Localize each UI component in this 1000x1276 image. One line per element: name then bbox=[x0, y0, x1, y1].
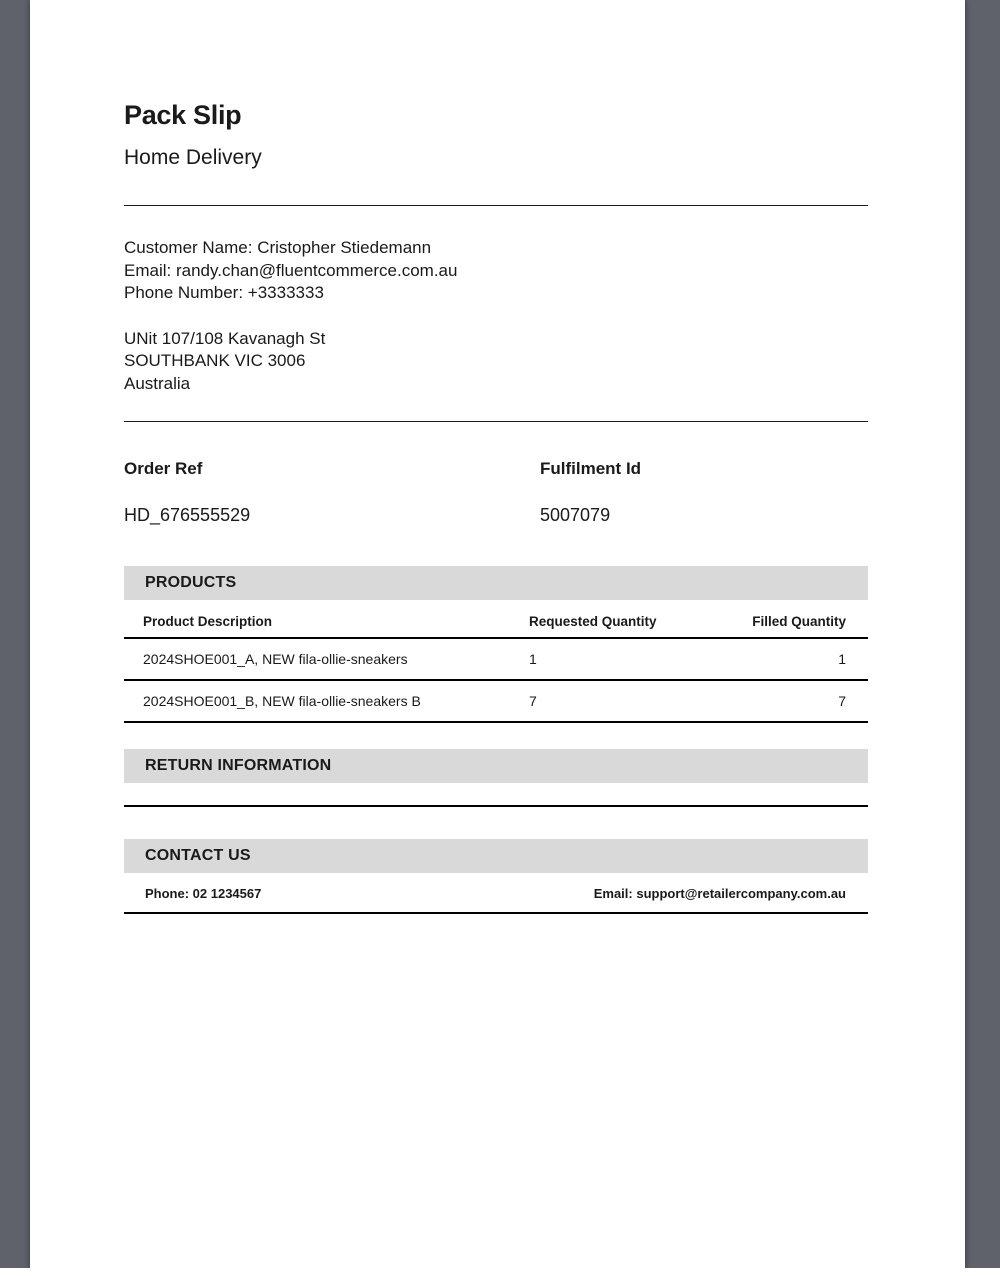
contact-bottom-rule bbox=[124, 912, 868, 914]
products-table bbox=[124, 600, 868, 723]
address-line-1: UNit 107/108 Kavanagh St bbox=[124, 328, 326, 348]
products-section-title: PRODUCTS bbox=[145, 574, 237, 591]
header-filled-quantity: Filled Quantity bbox=[752, 614, 846, 629]
customer-name-line: Customer Name: Cristopher Stiedemann bbox=[124, 238, 432, 257]
cell-product-description: 2024SHOE001_B, NEW fila-ollie-sneakers B bbox=[143, 693, 421, 709]
products-section-header bbox=[124, 566, 868, 600]
page-title: Pack Slip bbox=[124, 100, 242, 130]
contact-section-header bbox=[124, 839, 868, 873]
cell-requested-quantity: 7 bbox=[529, 693, 537, 709]
cell-filled-quantity: 7 bbox=[838, 693, 846, 709]
contact-details-row bbox=[124, 873, 868, 912]
address-line-3: Australia bbox=[124, 373, 191, 393]
contact-phone: Phone: 02 1234567 bbox=[145, 886, 262, 901]
divider-after-address bbox=[124, 421, 868, 422]
fulfilment-id-value: 5007079 bbox=[540, 505, 611, 525]
bottom-strip bbox=[0, 1268, 1000, 1276]
divider-top bbox=[124, 205, 868, 206]
order-ref-value: HD_676555529 bbox=[124, 505, 251, 525]
return-information-empty-body bbox=[124, 783, 868, 805]
table-row bbox=[124, 681, 868, 723]
return-information-bottom-rule bbox=[124, 805, 868, 807]
contact-section-title: CONTACT US bbox=[145, 847, 251, 864]
order-reference-labels-row bbox=[124, 459, 868, 479]
document-page bbox=[30, 0, 965, 1269]
header-requested-quantity: Requested Quantity bbox=[529, 614, 657, 629]
page-subtitle: Home Delivery bbox=[124, 145, 262, 169]
cell-requested-quantity: 1 bbox=[529, 651, 537, 667]
customer-email-line: Email: randy.chan@fluentcommerce.com.au bbox=[124, 260, 458, 280]
customer-phone-line: Phone Number: +3333333 bbox=[124, 283, 324, 302]
cell-product-description: 2024SHOE001_A, NEW fila-ollie-sneakers bbox=[143, 651, 408, 667]
table-row bbox=[124, 639, 868, 681]
return-information-section-header bbox=[124, 749, 868, 783]
fulfilment-id-label: Fulfilment Id bbox=[540, 459, 642, 478]
order-ref-label: Order Ref bbox=[124, 459, 203, 478]
contact-email: Email: support@retailercompany.com.au bbox=[593, 886, 846, 901]
shipping-address-block bbox=[124, 328, 868, 396]
return-information-section-title: RETURN INFORMATION bbox=[145, 757, 332, 774]
document-content bbox=[30, 0, 965, 914]
customer-info-block bbox=[124, 237, 868, 305]
order-reference-values-row bbox=[124, 505, 868, 526]
cell-filled-quantity: 1 bbox=[838, 651, 846, 667]
products-table-header-row bbox=[124, 600, 868, 639]
header-product-description: Product Description bbox=[143, 614, 273, 629]
address-line-2: SOUTHBANK VIC 3006 bbox=[124, 351, 306, 370]
